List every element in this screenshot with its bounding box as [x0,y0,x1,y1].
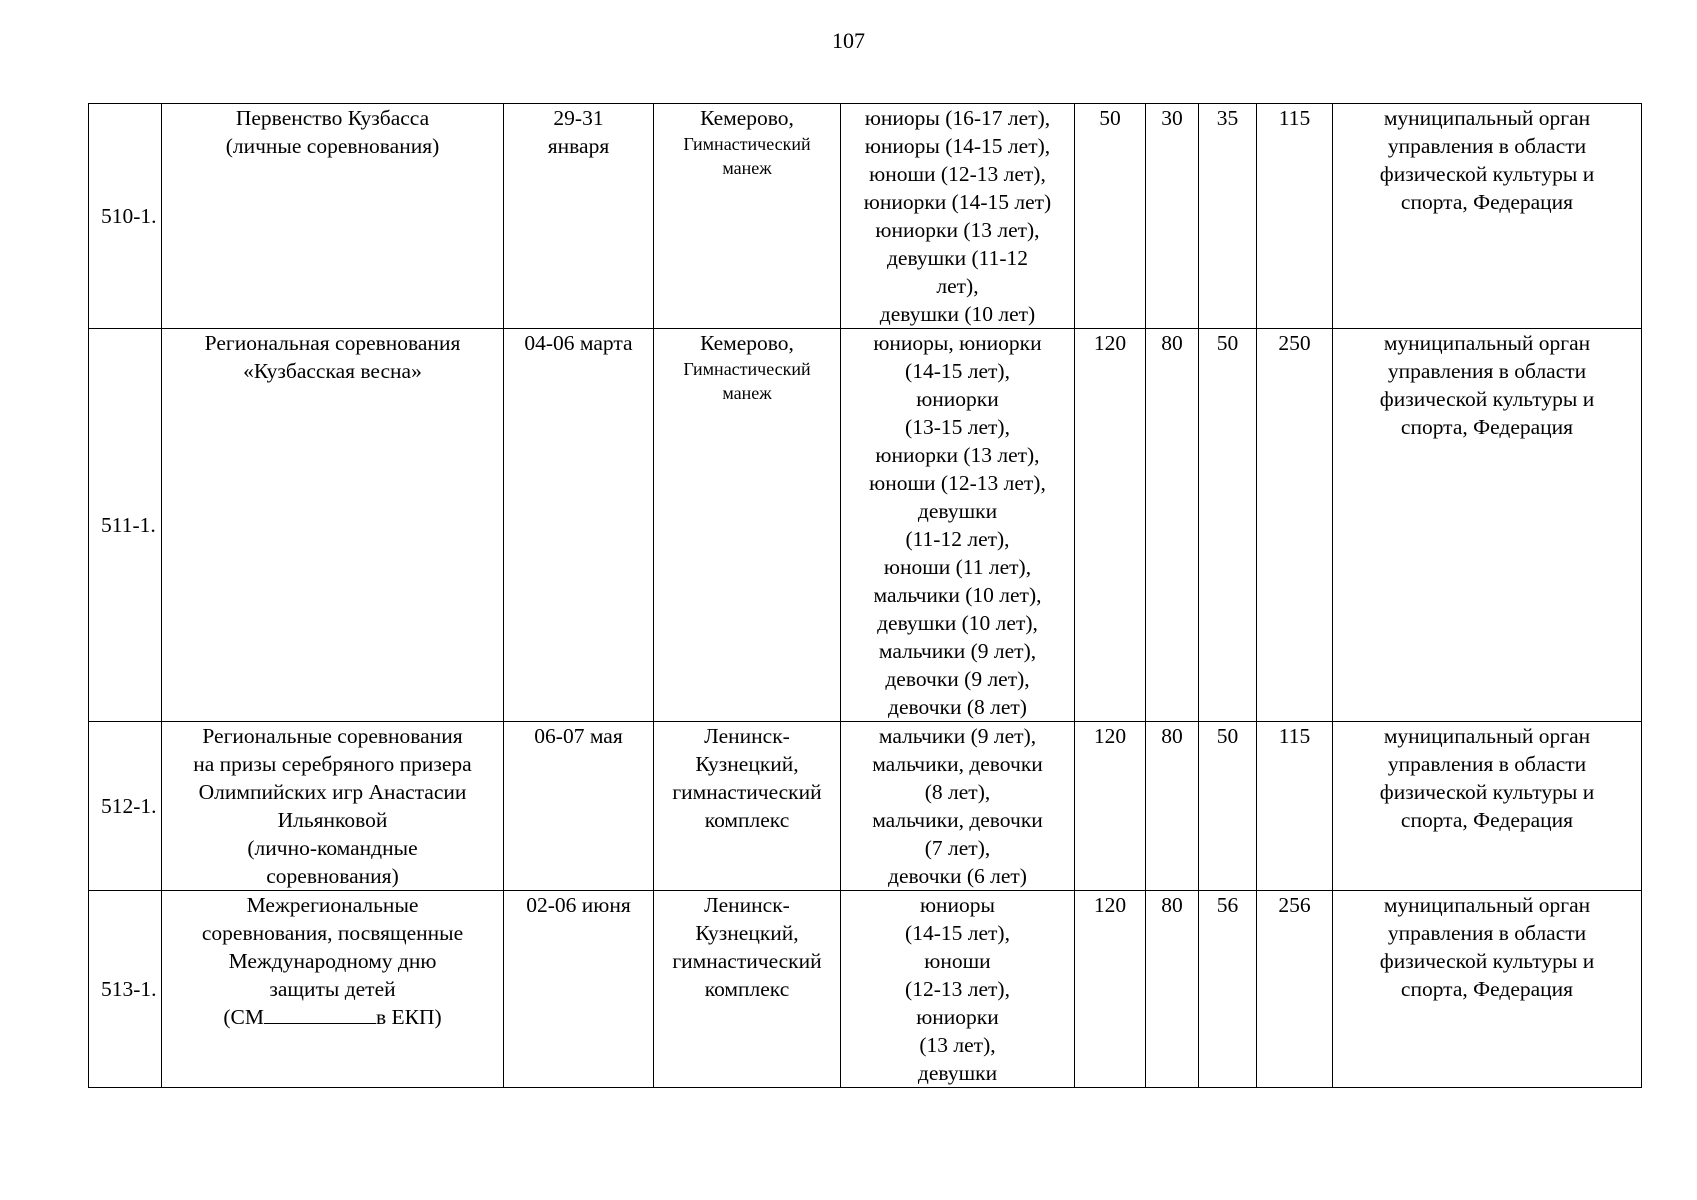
table-row [89,104,1642,329]
date-line: 06-07 мая [534,724,623,748]
age-group-line: мальчики (10 лет), [873,583,1042,607]
organizer-line: спорта, Федерация [1400,977,1574,1001]
age-group-line: юноши (12-13 лет), [869,162,1046,186]
age-group-line: (14-15 лет), [905,921,1010,945]
age-group-line: мальчики, девочки [872,808,1043,832]
organizer-line: муниципальный орган [1383,106,1591,130]
place-cell [654,104,841,329]
venue-line: Гимнастический [683,359,811,379]
name-tail-prefix: (СМ [223,1005,264,1029]
age-group-line: (14-15 лет), [905,359,1010,383]
age-group-line: юниоры, юниорки [873,331,1042,355]
count-cell-3: 56 [1199,891,1257,1088]
age-group-line: девушки (11-12 [886,246,1029,270]
event-name-cell [162,104,504,329]
event-name-line: соревнования) [266,864,399,888]
organizer-cell [1333,722,1642,891]
count-cell-3: 50 [1199,722,1257,891]
place-line: Ленинск- [704,893,790,917]
age-group-line: (7 лет), [924,836,991,860]
age-group-line: (13-15 лет), [905,415,1010,439]
row-number: 512-1. [89,722,162,891]
age-group-line: девушки [917,499,998,523]
city-text: Кемерово, [700,106,794,130]
count-cell-3: 35 [1199,104,1257,329]
age-group-line: лет), [936,274,979,298]
count-cell-2: 80 [1146,722,1199,891]
count-cell-2: 80 [1146,891,1199,1088]
organizer-cell [1333,891,1642,1088]
event-name-line: соревнования, посвященные [201,921,464,945]
organizer-line: управления в области [1387,921,1587,945]
age-group-line: девушки (10 лет), [877,611,1038,635]
age-groups-cell [841,891,1075,1088]
organizer-line: муниципальный орган [1383,893,1591,917]
table-row [89,329,1642,722]
row-number: 511-1. [89,329,162,722]
age-group-line: юноши (12-13 лет), [869,471,1046,495]
date-line: 29-31 [553,106,604,130]
date-cell [504,722,654,891]
place-line: комплекс [704,808,790,832]
date-cell [504,104,654,329]
count-cell-total: 115 [1257,104,1333,329]
organizer-line: муниципальный орган [1383,331,1591,355]
age-group-line: девочки (8 лет) [888,695,1027,719]
date-line: 04-06 марта [524,331,633,355]
event-name-cell [162,329,504,722]
table-row [89,722,1642,891]
organizer-line: физической культуры и [1379,387,1595,411]
table-row [89,891,1642,1088]
event-name-line: Ильянковой [277,808,388,832]
date-cell [504,329,654,722]
event-name-line: Региональная соревнования [204,331,461,355]
events-table [88,103,1642,1088]
place-cell [654,891,841,1088]
age-group-line: мальчики, девочки [872,752,1043,776]
count-cell-1: 120 [1075,722,1146,891]
organizer-line: физической культуры и [1379,162,1595,186]
event-name-cell [162,722,504,891]
event-name-line: «Кузбасская весна» [243,359,422,383]
count-cell-2: 30 [1146,104,1199,329]
place-line: гимнастический [672,949,822,973]
event-name-line: Международному дню [228,949,437,973]
row-number: 510-1. [89,104,162,329]
event-name-line: Первенство Кузбасса [235,106,430,130]
age-group-line: юниорки (14-15 лет) [863,190,1052,214]
place-line: Кузнецкий, [695,921,799,945]
place-line: гимнастический [672,780,822,804]
place-cell [654,329,841,722]
count-cell-1: 120 [1075,891,1146,1088]
event-name-line: (лично-командные [247,836,418,860]
count-cell-1: 120 [1075,329,1146,722]
age-group-line: юниорки [916,387,999,411]
organizer-line: физической культуры и [1379,780,1595,804]
event-name-line: Межрегиональные [246,893,419,917]
date-cell [504,891,654,1088]
age-group-line: девочки (6 лет) [888,864,1027,888]
age-group-line: юниоры [919,893,996,917]
event-name-line: (личные соревнования) [225,134,440,158]
age-group-line: девушки [917,1061,998,1085]
event-name-line: Олимпийских игр Анастасии [198,780,467,804]
date-line: 02-06 июня [526,893,631,917]
count-cell-1: 50 [1075,104,1146,329]
count-cell-total: 256 [1257,891,1333,1088]
date-line: января [547,134,610,158]
event-name-line: Региональные соревнования [202,724,463,748]
organizer-line: спорта, Федерация [1400,190,1574,214]
venue-line: Гимнастический [683,134,811,154]
count-cell-2: 80 [1146,329,1199,722]
age-group-line: (12-13 лет), [905,977,1010,1001]
age-group-line: юниорки (13 лет), [875,218,1040,242]
age-group-line: юниорки (13 лет), [875,443,1040,467]
organizer-line: спорта, Федерация [1400,415,1574,439]
venue-line: манеж [722,158,772,178]
age-group-line: юниоры (14-15 лет), [864,134,1051,158]
event-name-line: защиты детей [269,977,396,1001]
age-group-line: (8 лет), [924,780,991,804]
age-group-line: юниоры (16-17 лет), [864,106,1051,130]
age-groups-cell [841,329,1075,722]
age-group-line: юноши (11 лет), [883,555,1032,579]
place-line: комплекс [704,977,790,1001]
age-groups-cell [841,104,1075,329]
event-name-line-with-blank [162,1003,503,1031]
organizer-line: управления в области [1387,134,1587,158]
age-groups-cell [841,722,1075,891]
age-group-line: (13 лет), [919,1033,996,1057]
organizer-line: спорта, Федерация [1400,808,1574,832]
organizer-cell [1333,329,1642,722]
count-cell-3: 50 [1199,329,1257,722]
age-group-line: (11-12 лет), [905,527,1010,551]
organizer-line: муниципальный орган [1383,724,1591,748]
row-number: 513-1. [89,891,162,1088]
organizer-line: управления в области [1387,752,1587,776]
count-cell-total: 115 [1257,722,1333,891]
event-name-cell [162,891,504,1088]
page-number: 107 [832,28,865,53]
age-group-line: мальчики (9 лет), [878,639,1037,663]
age-group-line: девочки (9 лет), [885,667,1030,691]
age-group-line: юноши [924,949,991,973]
place-line: Ленинск- [704,724,790,748]
fill-in-blank [264,1003,376,1024]
name-tail-suffix: в ЕКП) [375,1005,442,1029]
city-text: Кемерово, [700,331,794,355]
organizer-line: управления в области [1387,359,1587,383]
count-cell-total: 250 [1257,329,1333,722]
age-group-line: мальчики (9 лет), [878,724,1037,748]
organizer-line: физической культуры и [1379,949,1595,973]
place-cell [654,722,841,891]
event-name-line: на призы серебряного призера [193,752,472,776]
place-line: Кузнецкий, [695,752,799,776]
age-group-line: девушки (10 лет) [879,302,1036,326]
age-group-line: юниорки [916,1005,999,1029]
organizer-cell [1333,104,1642,329]
venue-line: манеж [722,383,772,403]
